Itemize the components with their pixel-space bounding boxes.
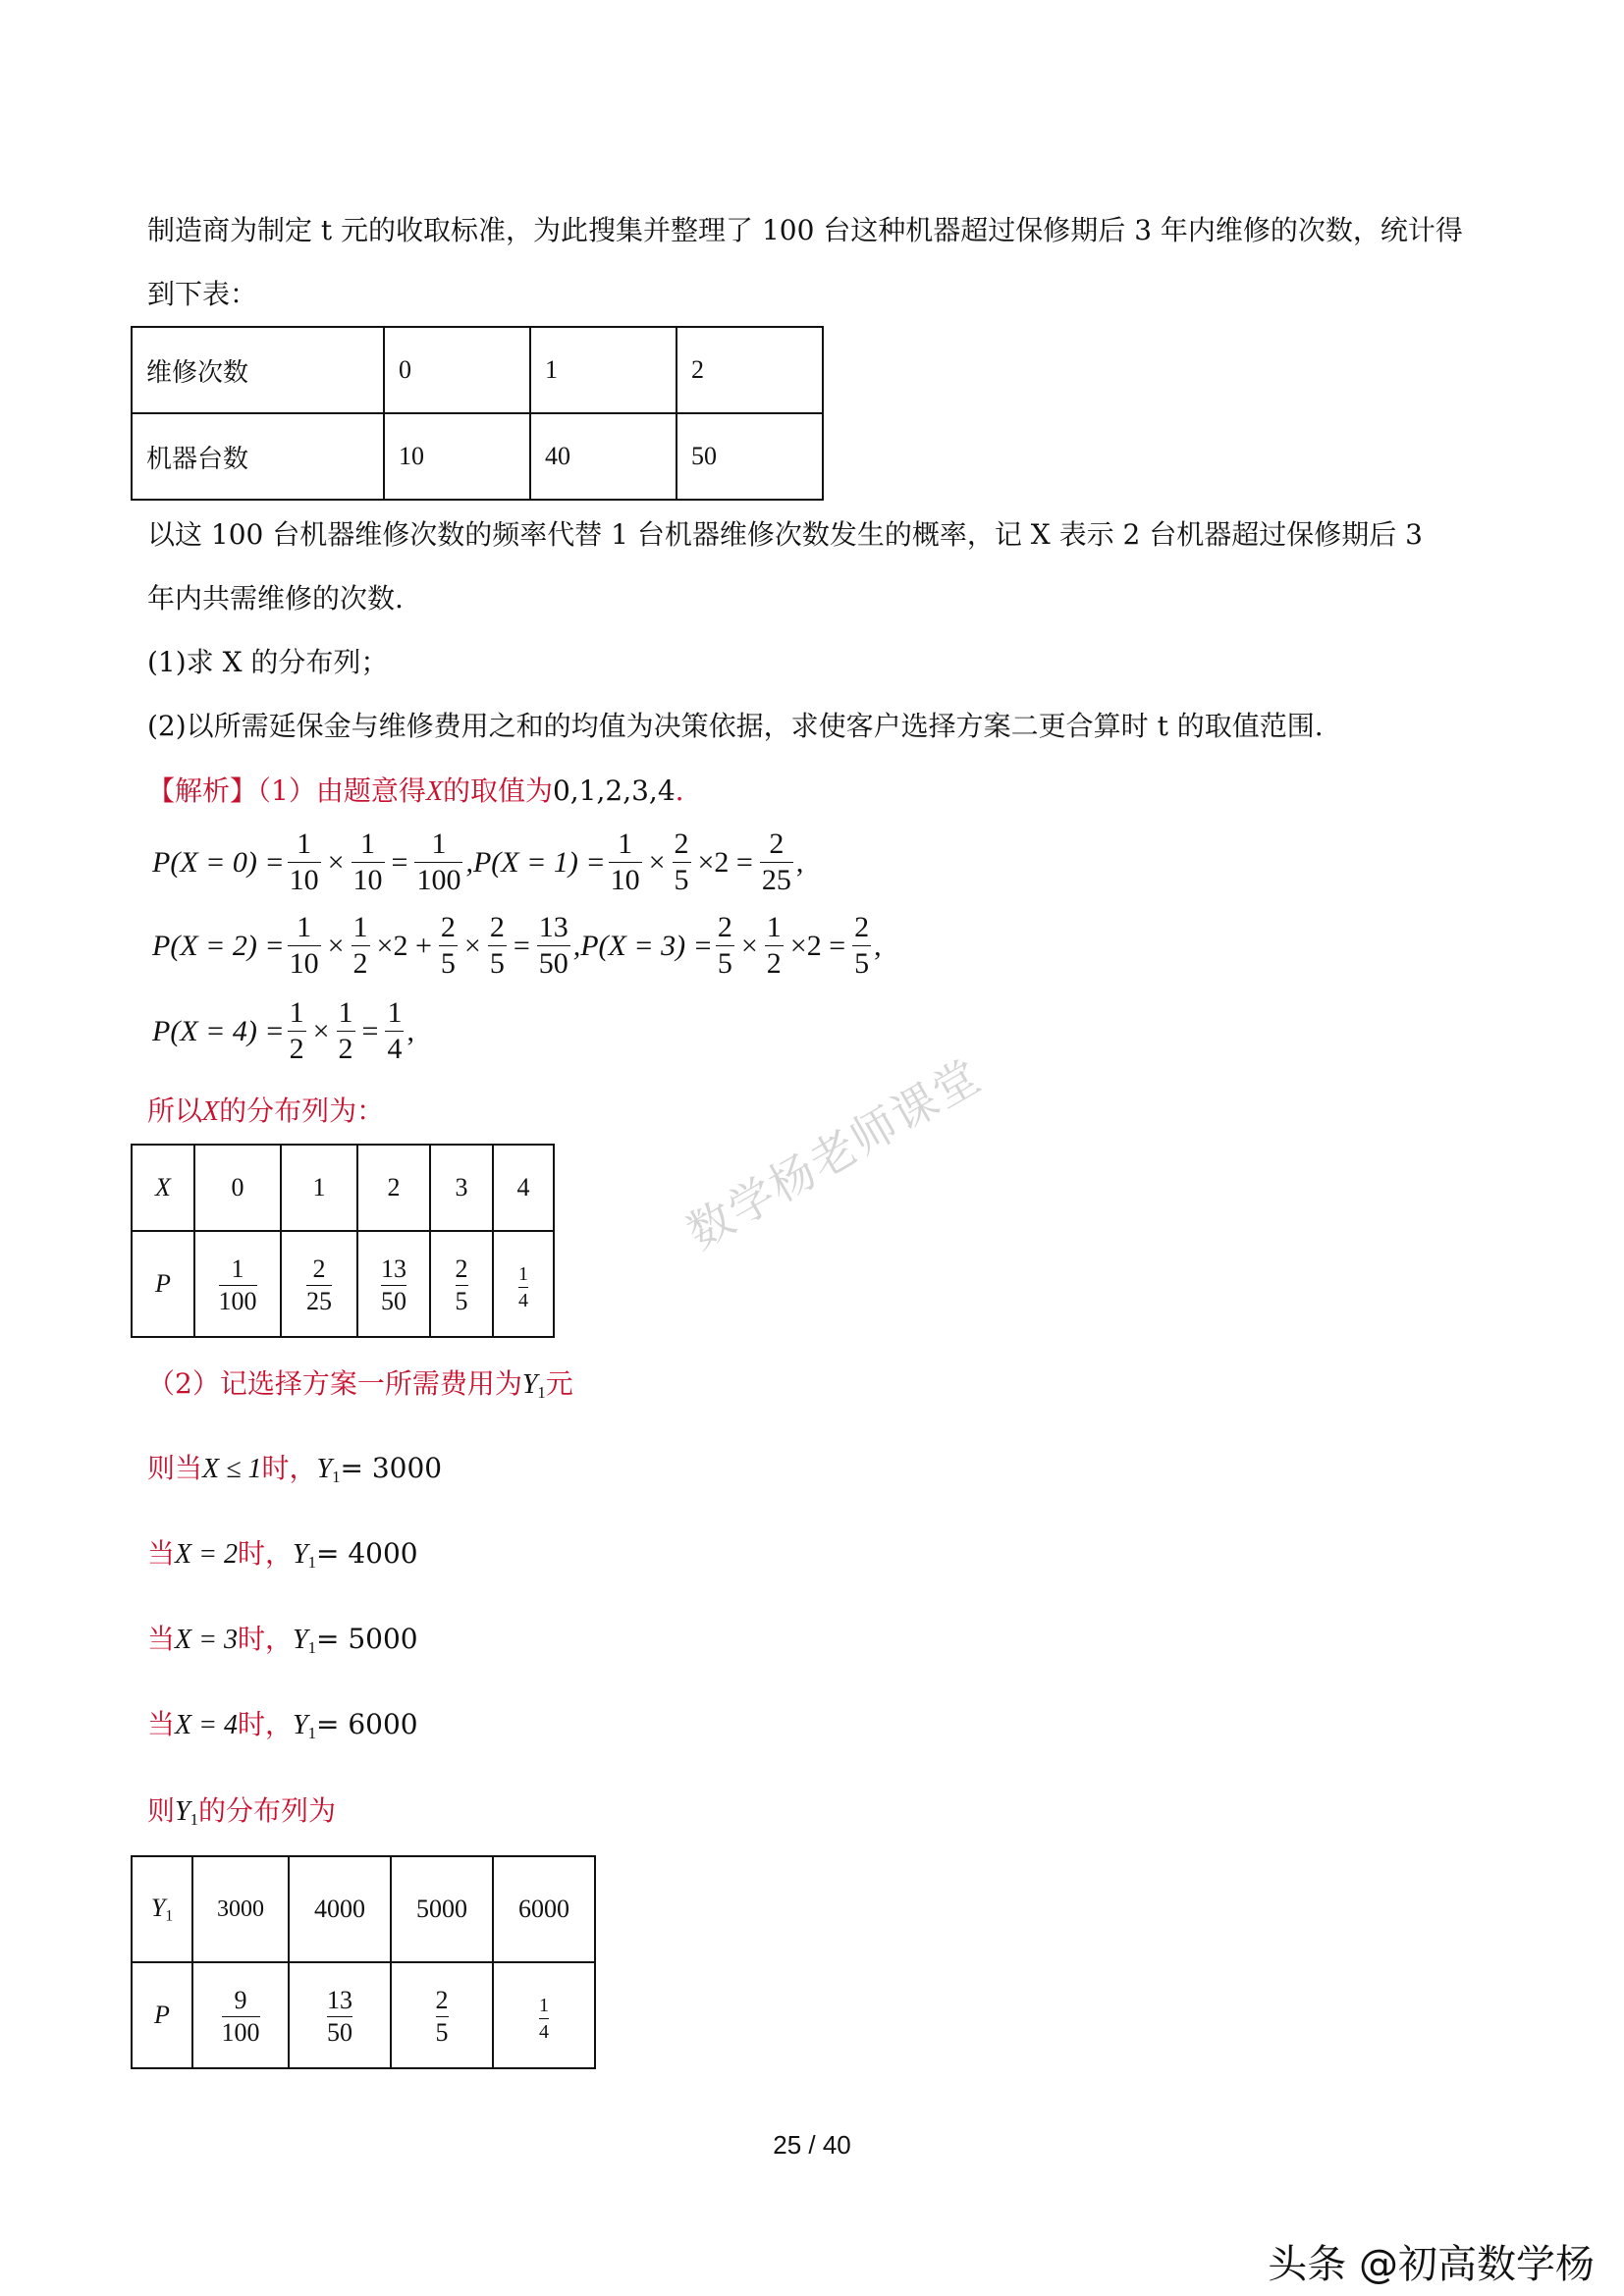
table-cell: 3	[430, 1145, 493, 1231]
fraction: $\frac{2}{5}$	[674, 828, 689, 896]
fraction: $\frac{1}{2}$	[352, 911, 368, 980]
eq-text: ,P(X = 3) =	[572, 929, 713, 962]
table-cell: $\frac{1}{100}$	[194, 1231, 281, 1337]
table-cell: $\frac{9}{100}$	[192, 1962, 289, 2068]
intro-line-2: 到下表：	[147, 278, 258, 310]
intro-line-1: 制造商为制定 t 元的收取标准，为此搜集并整理了 100 台这种机器超过保修期后 3 年内维修的次数，统计得	[147, 214, 1463, 246]
y-distribution-heading: 则$Y_1$的分布列为	[147, 1794, 336, 1830]
watermark: 数学杨老师课堂	[677, 1048, 991, 1259]
distribution-heading: 所以X的分布列为：	[147, 1095, 385, 1127]
fraction: $\frac{1}{100}$	[416, 828, 461, 896]
case-1: 则当X ≤ 1时，$Y_1= 3000$	[147, 1452, 443, 1487]
table-cell: 1	[281, 1145, 357, 1231]
fraction: $\frac{1}{2}$	[766, 911, 782, 980]
fraction: $\frac{2}{5}$	[717, 911, 732, 980]
table-cell: 3000	[192, 1856, 289, 1962]
equation-3: P(X = 4) = $\frac{1}{2}$ × $\frac{1}{2}$ = $\frac{1}{4}$ ,	[152, 996, 414, 1065]
fraction: $\frac{2}{5}$	[854, 911, 870, 980]
eq-text: ×2 =	[697, 845, 753, 879]
case-3: 当X = 3时，$Y_1= 5000$	[147, 1623, 418, 1658]
table-cell: $Y_1$	[132, 1856, 192, 1962]
solution-values: 0,1,2,3,4	[552, 774, 676, 807]
fraction: $\frac{2}{5}$	[489, 911, 505, 980]
repair-count-table	[131, 326, 824, 501]
table-cell: 6000	[493, 1856, 595, 1962]
table-cell: 机器台数	[132, 413, 384, 500]
table-cell: X	[132, 1145, 194, 1231]
fraction: $\frac{1}{10}$	[289, 911, 319, 980]
table-cell: P	[132, 1231, 194, 1337]
table-cell: 10	[384, 413, 530, 500]
table-cell: $\frac{1}{4}$	[493, 1962, 595, 2068]
question-line-1: 以这 100 台机器维修次数的频率代替 1 台机器维修次数发生的概率，记 X 表示 2 台机器超过保修期后 3	[147, 518, 1423, 551]
footer-brand: 头条 @初高数学杨	[1268, 2242, 1595, 2287]
fraction: $\frac{1}{10}$	[289, 828, 319, 896]
table-cell: $\frac{2}{5}$	[391, 1962, 493, 2068]
eq-text: ×2 =	[789, 929, 846, 962]
eq-text: ,P(X = 1) =	[465, 845, 606, 879]
case-4: 当X = 4时，$Y_1= 6000$	[147, 1708, 418, 1743]
solution-heading	[147, 772, 684, 812]
table-cell: 4	[493, 1145, 554, 1231]
fraction: $\frac{1}{10}$	[610, 828, 640, 896]
eq-text: ,	[406, 1014, 414, 1047]
equation-1: P(X = 0) = $\frac{1}{10}$ × $\frac{1}{10}$ = $\frac{1}{100}$ ,P(X = 1) = $\frac{1}{10}$ × $\frac{2}{5}$ ×2 = $\frac{2}{25}$ ,	[152, 828, 804, 896]
question-1: (1)求 X 的分布列；	[147, 646, 389, 678]
fraction: $\frac{2}{5}$	[440, 911, 456, 980]
y1-distribution-table	[131, 1855, 596, 2069]
solution-var: X	[425, 776, 443, 807]
fraction: $\frac{1}{10}$	[352, 828, 383, 896]
fraction: $\frac{1}{4}$	[387, 996, 403, 1065]
part2-heading: （2）记选择方案一所需费用为$Y_1$元	[147, 1367, 573, 1403]
table-cell: 50	[677, 413, 823, 500]
solution-bracket: 【解析】	[147, 774, 258, 807]
table-cell: 0	[194, 1145, 281, 1231]
solution-heading-end: .	[675, 774, 684, 807]
table-cell: P	[132, 1962, 192, 2068]
table-cell: 5000	[391, 1856, 493, 1962]
solution-heading-text: （1）由题意得	[257, 774, 426, 807]
equation-2: P(X = 2) = $\frac{1}{10}$ × $\frac{1}{2}$ ×2 + $\frac{2}{5}$ × $\frac{2}{5}$ = $\frac{13}{50}$ ,P(X = 3) = $\frac{2}{5}$ × $\frac{1}{2}$ ×2 = $\frac{2}{5}$ ,	[152, 911, 882, 980]
eq-text: ×2 +	[376, 929, 432, 962]
solution-heading-text2: 的取值为	[442, 774, 553, 807]
question-2: (2)以所需延保金与维修费用之和的均值为决策依据，求使客户选择方案二更合算时 t 的取值范围.	[147, 710, 1324, 742]
table-cell: $\frac{13}{50}$	[289, 1962, 391, 2068]
table-cell: 4000	[289, 1856, 391, 1962]
eq-text: P(X = 2) =	[152, 929, 285, 962]
table-cell: 1	[530, 327, 677, 413]
fraction: $\frac{2}{25}$	[761, 828, 791, 896]
table-cell: 2	[677, 327, 823, 413]
fraction: $\frac{1}{2}$	[338, 996, 353, 1065]
table-cell: $\frac{13}{50}$	[357, 1231, 430, 1337]
case-2: 当X = 2时，$Y_1= 4000$	[147, 1537, 418, 1573]
x-distribution-table	[131, 1144, 555, 1338]
eq-text: ,	[874, 929, 882, 962]
fraction: $\frac{13}{50}$	[538, 911, 568, 980]
eq-text: P(X = 0) =	[152, 845, 285, 879]
table-cell: $\frac{2}{5}$	[430, 1231, 493, 1337]
table-cell: 40	[530, 413, 677, 500]
table-cell: $\frac{1}{4}$	[493, 1231, 554, 1337]
question-line-2: 年内共需维修的次数.	[147, 582, 404, 614]
eq-text: ,	[795, 845, 804, 879]
table-cell: 0	[384, 327, 530, 413]
table-cell: 2	[357, 1145, 430, 1231]
page-number: 25 / 40	[773, 2130, 851, 2160]
table-cell: 维修次数	[132, 327, 384, 413]
fraction: $\frac{1}{2}$	[289, 996, 304, 1065]
eq-text: P(X = 4) =	[152, 1014, 285, 1047]
table-cell: $\frac{2}{25}$	[281, 1231, 357, 1337]
